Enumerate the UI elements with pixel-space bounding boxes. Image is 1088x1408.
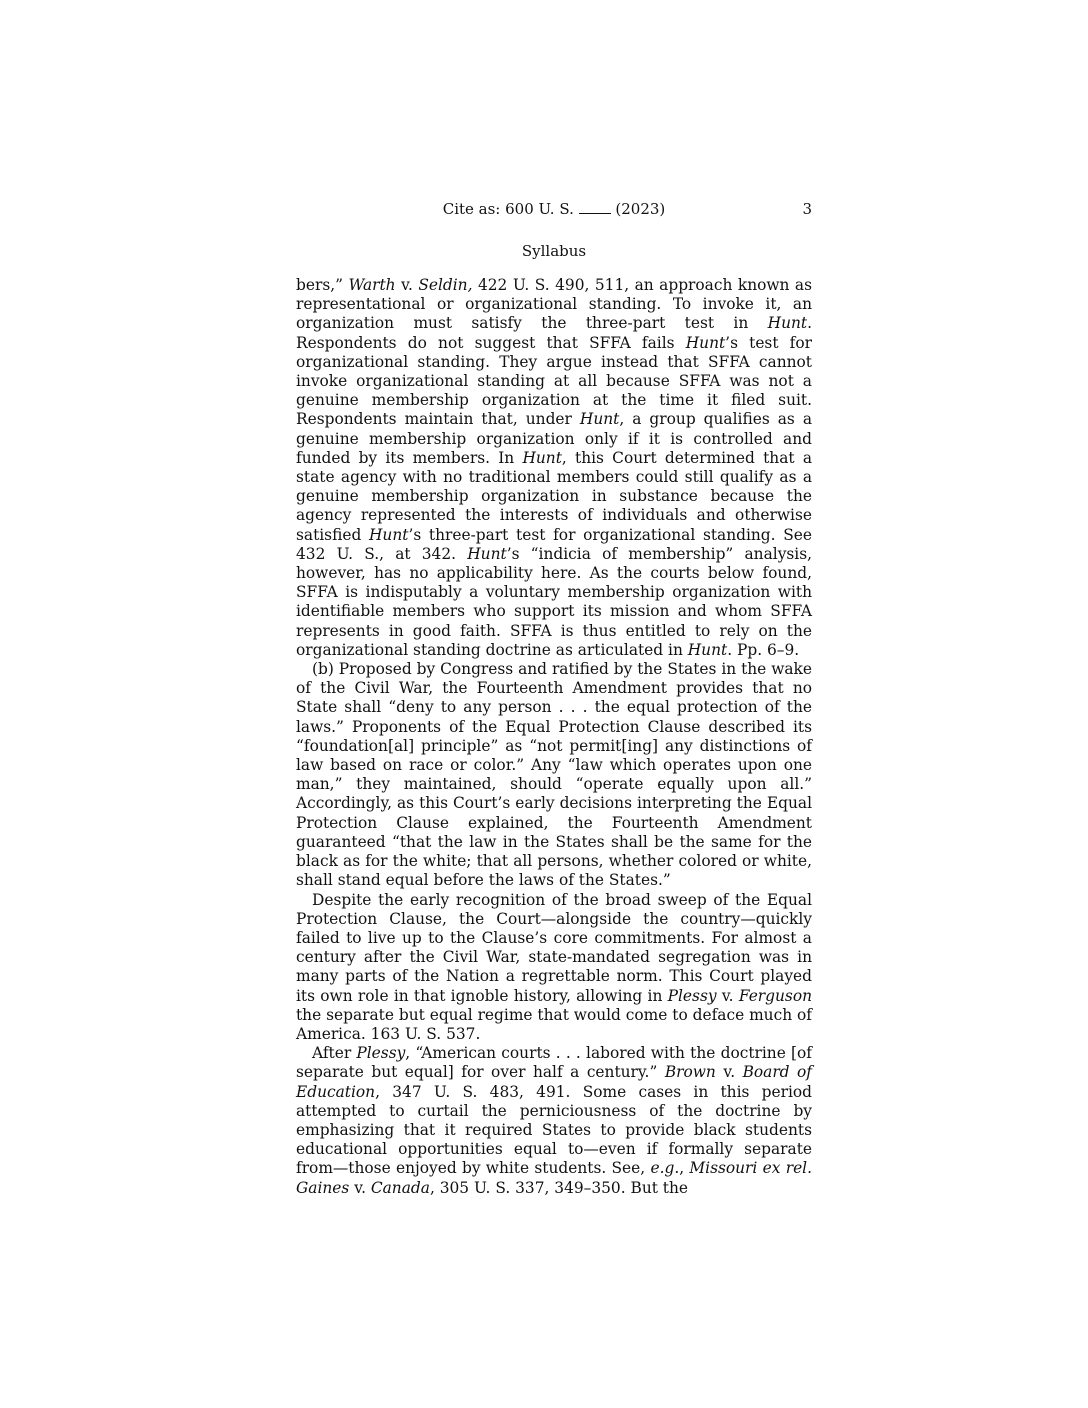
text-run: , xyxy=(679,1159,690,1178)
italic-text: Hunt xyxy=(685,333,726,352)
text-run: v. xyxy=(715,1063,743,1082)
text-run: . Pp. 6–9. xyxy=(727,640,800,659)
italic-text: Hunt xyxy=(369,525,409,544)
page-header xyxy=(296,200,812,224)
text-run: ’s test for organizational standing. They argue instead that SFFA cannot invoke organizational standing at all because SFFA was not a genuine membership organization at the time it filed suit. Respondents maintain that, under xyxy=(296,333,813,429)
italic-text: Plessy xyxy=(667,986,717,1005)
italic-text: Board of Education xyxy=(296,1063,812,1101)
text-run: (b) Proposed by Congress and ratified by the States in the wake of the Civil War, the Fourteenth Amendment provides that no State shall “deny to any person . . . the equal protection of the laws.” Proponents of the Equal Protection Clause described its “foundation[al] principle” as “not permit[ing] any distinctions of law based on race or color.” Any “law which operates upon one man,” they maintained, should “operate equally upon all.” Accordingly, as this Court’s early decisions interpreting the Equal Protection Clause explained, the Fourteenth Amendment guaranteed “that the law in the States shall be the same for the black as for the white; that all persons, whether colored or white, shall stand equal before the laws of the States.” xyxy=(296,660,812,890)
italic-text: Warth xyxy=(348,276,396,294)
italic-text: e.g. xyxy=(650,1159,680,1178)
italic-text: Hunt xyxy=(522,448,562,467)
paragraph xyxy=(296,276,812,660)
paragraph xyxy=(296,660,812,890)
text-run: ’s three-part test for organizational standing. See 432 U. S., at 342. xyxy=(296,525,813,563)
paragraph xyxy=(296,1044,812,1198)
paragraph xyxy=(296,891,812,1045)
italic-text: Hunt xyxy=(467,544,507,563)
italic-text: Plessy xyxy=(356,1044,406,1063)
text-run: ’s “indicia of membership” analysis, however, has no applicability here. As the courts below found, SFFA is indisputably a voluntary membership organization with identifiable members who support its mission and whom SFFA represents in good faith. SFFA is thus entitled to rely on the organizational standing doctrine as articulated in xyxy=(296,544,812,659)
italic-text: Hunt xyxy=(579,410,620,429)
italic-text: Hunt xyxy=(687,640,728,659)
text-run: v. xyxy=(349,1178,371,1197)
text-run: v. xyxy=(395,276,419,294)
italic-text: Brown xyxy=(664,1063,716,1082)
italic-text: Seldin, xyxy=(418,276,473,294)
text-run: . Respondents do not suggest that SFFA fails xyxy=(296,314,812,352)
text-run: 422 U. S. 490, 511, an approach known as representational or organizational standing. To invoke it, an organization must satisfy the three-part test in xyxy=(296,276,813,333)
body-text xyxy=(296,276,812,1198)
italic-text: Hunt xyxy=(767,314,808,333)
text-run: , “American courts . . . labored with the doctrine [of separate but equal] for over half a century.” xyxy=(296,1044,812,1082)
document-page xyxy=(296,200,812,1198)
italic-text: Missouri ex rel. Gaines xyxy=(296,1159,812,1197)
text-run: , a group qualifies as a genuine membership organization only if it is controlled and funded by its members. In xyxy=(296,410,812,467)
text-run: bers,” xyxy=(296,276,349,294)
text-run: Despite the early recognition of the broad sweep of the Equal Protection Clause, the Court—alongside the country—quickly failed to live up to the Clause’s core commitments. For almost a century after the Civil War, state-mandated segregation was in many parts of the Nation a regrettable norm. This Court played its own role in that ignoble history, allowing in xyxy=(296,890,812,1005)
text-run: the separate but equal regime that would come to deface much of America. 163 U. S. 537. xyxy=(296,1005,812,1043)
text-run: , this Court determined that a state agency with no traditional members could still qualify as a genuine membership organization in substance because the agency represented the interests of individuals and otherwise satisfied xyxy=(296,448,812,544)
citation-prefix: Cite as: 600 U. S. xyxy=(442,200,579,218)
text-run: , 347 U. S. 483, 491. Some cases in this period attempted to curtail the perniciousness of the doctrine by emphasizing that it required States to provide black students educational opportunities equal to—even if formally separate from—those enjoyed by white students. See, xyxy=(296,1082,812,1178)
text-run: v. xyxy=(716,986,739,1005)
citation-blank xyxy=(579,200,611,214)
italic-text: Ferguson xyxy=(738,986,813,1005)
text-run: , 305 U. S. 337, 349–350. But the xyxy=(429,1178,689,1197)
section-heading: Syllabus xyxy=(521,242,587,260)
text-run: After xyxy=(312,1044,357,1063)
page-number: 3 xyxy=(802,200,812,218)
citation-line xyxy=(296,200,812,218)
italic-text: Canada xyxy=(370,1178,430,1197)
citation-suffix: (2023) xyxy=(610,200,666,218)
